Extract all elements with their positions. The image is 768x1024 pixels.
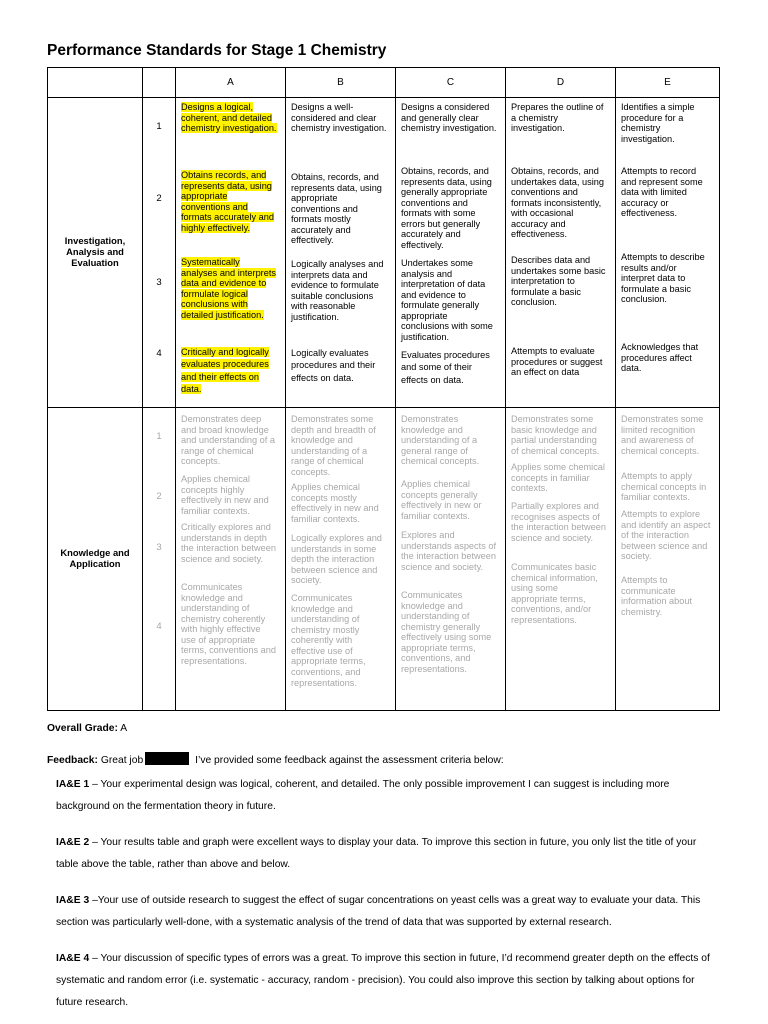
descriptor: Logically explores and understands in some depth the interaction between science and society. bbox=[291, 533, 382, 586]
feedback-item: IA&E 2 – Your results table and graph were excellent ways to display your data. To improve this section in future, you only list the title of your table above the table, rather than above and below. bbox=[56, 837, 697, 870]
descriptor: Obtains records, and represents data, using appropriate conventions and formats accurately and highly effectively. bbox=[181, 170, 274, 233]
feedback-intro bbox=[47, 752, 721, 766]
descriptor: Undertakes some analysis and interpretation of data and evidence to formulate generally appropriate conclusions with some justification. bbox=[401, 258, 493, 343]
descriptor: Attempts to explore and identify an aspect of the interaction between science and society. bbox=[621, 509, 711, 562]
descriptor: Communicates knowledge and understanding of chemistry generally effectively using some appropriate terms, conventions, and representations. bbox=[401, 590, 492, 675]
descriptor: Attempts to record and represent some data with limited accuracy or effectiveness. bbox=[621, 166, 703, 219]
descriptor: Demonstrates some limited recognition and awareness of chemical concepts. bbox=[621, 414, 704, 456]
grade-a-cell-ka bbox=[176, 408, 286, 711]
feedback-item: IA&E 4 – Your discussion of specific types of errors was a great. To improve this section in future, I’d recommend greater depth on the effects of systematic and random error (i.e. systematic - accuracy, random - precision). You could also improve this section by talking about options for future research. bbox=[56, 953, 710, 1008]
grade-b-cell-iae bbox=[286, 98, 396, 408]
section-row-ka bbox=[48, 408, 720, 711]
column-header-e: E bbox=[616, 68, 720, 98]
grade-b-cell-ka bbox=[286, 408, 396, 711]
feedback-intro-text: I’ve provided some feedback against the assessment criteria below: bbox=[195, 755, 504, 766]
descriptor: Demonstrates some basic knowledge and partial understanding of chemical concepts. bbox=[511, 414, 600, 456]
criterion-number: 1 bbox=[156, 431, 162, 442]
section-row-iae bbox=[48, 98, 720, 408]
section-label-ka: Knowledge and Application bbox=[48, 408, 143, 711]
descriptor: Demonstrates deep and broad knowledge and understanding of a range of chemical concepts. bbox=[181, 414, 275, 467]
descriptor: Logically analyses and interprets data and evidence to formulate suitable conclusions with reasonable justification. bbox=[291, 259, 384, 322]
descriptor: Identifies a simple procedure for a chemistry investigation. bbox=[621, 102, 695, 144]
criterion-number: 4 bbox=[156, 621, 162, 632]
overall-grade-value: A bbox=[120, 723, 128, 734]
overall-grade-label: Overall Grade: bbox=[47, 723, 118, 734]
criterion-number: 1 bbox=[156, 121, 162, 132]
descriptor: Obtains, records, and represents data, using generally appropriate conventions and formats with some errors but generally accurately and effectively. bbox=[401, 166, 492, 251]
criterion-number: 2 bbox=[156, 193, 162, 204]
descriptor: Attempts to apply chemical concepts in familiar contexts. bbox=[621, 471, 707, 503]
feedback-greeting: Great job bbox=[100, 755, 144, 766]
criterion-number: 4 bbox=[156, 348, 162, 359]
feedback-item: IA&E 1 – Your experimental design was logical, coherent, and detailed. The only possible improvement I can suggest is including more background on the fermentation theory in future. bbox=[56, 779, 670, 812]
descriptor: Systematically analyses and interprets data and evidence to formulate logical conclusions with detailed justification. bbox=[181, 257, 276, 320]
grade-d-cell-ka bbox=[506, 408, 616, 711]
descriptor: Obtains, records, and represents data, using appropriate conventions and formats mostly accurately and effectively. bbox=[291, 172, 382, 246]
feedback-item: IA&E 3 –Your use of outside research to suggest the effect of sugar concentrations on yeast cells was a great way to evaluate your data. This section was particularly well-done, with a systematic analysis of the trend of data that was supported by external research. bbox=[56, 895, 701, 928]
descriptor: Applies chemical concepts generally effectively in new or familiar contexts. bbox=[401, 479, 482, 521]
column-header-a: A bbox=[176, 68, 286, 98]
descriptor: Applies some chemical concepts in familiar contexts. bbox=[511, 462, 605, 494]
descriptor: Attempts to evaluate procedures or suggest an effect on data bbox=[511, 346, 603, 378]
grade-a-cell-iae bbox=[176, 98, 286, 408]
criterion-number: 2 bbox=[156, 491, 162, 502]
descriptor: Logically evaluates procedures and their effects on data. bbox=[291, 348, 376, 383]
header-empty-cell bbox=[143, 68, 176, 98]
header-empty-cell bbox=[48, 68, 143, 98]
descriptor: Applies chemical concepts mostly effectively in new and familiar contexts. bbox=[291, 482, 379, 524]
descriptor: Obtains, records, and undertakes data, using conventions and formats inconsistently, with occasional accuracy and effectiveness. bbox=[511, 166, 604, 240]
descriptor: Evaluates procedures and some of their effects on data. bbox=[401, 350, 490, 385]
descriptor: Acknowledges that procedures affect data. bbox=[621, 342, 699, 374]
grade-c-cell-iae bbox=[396, 98, 506, 408]
feedback-list bbox=[56, 774, 721, 1014]
descriptor: Communicates knowledge and understanding of chemistry mostly coherently with effective use of appropriate terms, conventions, and representations. bbox=[291, 593, 366, 688]
column-header-b: B bbox=[286, 68, 396, 98]
column-header-c: C bbox=[396, 68, 506, 98]
header-row bbox=[48, 68, 720, 98]
criteria-numbers-iae bbox=[143, 98, 176, 408]
descriptor: Demonstrates knowledge and understanding of a general range of chemical concepts. bbox=[401, 414, 480, 467]
criterion-number: 3 bbox=[156, 542, 162, 553]
criteria-numbers-ka bbox=[143, 408, 176, 711]
grade-d-cell-iae bbox=[506, 98, 616, 408]
descriptor: Communicates knowledge and understanding of chemistry coherently with highly effective use of appropriate terms, conventions and representations. bbox=[181, 582, 276, 667]
descriptor: Communicates basic chemical information, using some appropriate terms, conventions, and/or representations. bbox=[511, 562, 598, 625]
descriptor: Prepares the outline of a chemistry investigation. bbox=[511, 102, 604, 134]
section-label-iae: Investigation, Analysis and Evaluation bbox=[48, 98, 143, 408]
descriptor: Designs a logical, coherent, and detailed chemistry investigation. bbox=[181, 102, 277, 134]
feedback-label: Feedback: bbox=[47, 755, 98, 766]
page-title: Performance Standards for Stage 1 Chemistry bbox=[47, 42, 387, 59]
grade-e-cell-ka bbox=[616, 408, 720, 711]
redaction-bar bbox=[145, 752, 189, 765]
performance-standards-table bbox=[47, 67, 720, 711]
overall-grade bbox=[47, 723, 721, 734]
column-header-d: D bbox=[506, 68, 616, 98]
descriptor: Designs a considered and generally clear chemistry investigation. bbox=[401, 102, 497, 134]
grade-e-cell-iae bbox=[616, 98, 720, 408]
descriptor: Critically explores and understands in depth the interaction between science and society. bbox=[181, 522, 277, 564]
descriptor: Partially explores and recognises aspects of the interaction between science and society. bbox=[511, 501, 607, 543]
descriptor: Applies chemical concepts highly effectively in new and familiar contexts. bbox=[181, 474, 269, 516]
descriptor: Designs a well-considered and clear chemistry investigation. bbox=[291, 102, 387, 134]
descriptor: Explores and understands aspects of the interaction between science and society. bbox=[401, 530, 497, 572]
descriptor: Describes data and undertakes some basic interpretation to formulate a basic conclusion. bbox=[511, 255, 606, 308]
descriptor: Attempts to describe results and/or interpret data to formulate a basic conclusion. bbox=[621, 252, 705, 305]
criterion-number: 3 bbox=[156, 277, 162, 288]
descriptor: Critically and logically evaluates procedures and their effects on data. bbox=[181, 347, 269, 395]
descriptor: Attempts to communicate information about chemistry. bbox=[621, 575, 692, 617]
grade-c-cell-ka bbox=[396, 408, 506, 711]
descriptor: Demonstrates some depth and breadth of knowledge and understanding of a range of chemical concepts. bbox=[291, 414, 376, 477]
